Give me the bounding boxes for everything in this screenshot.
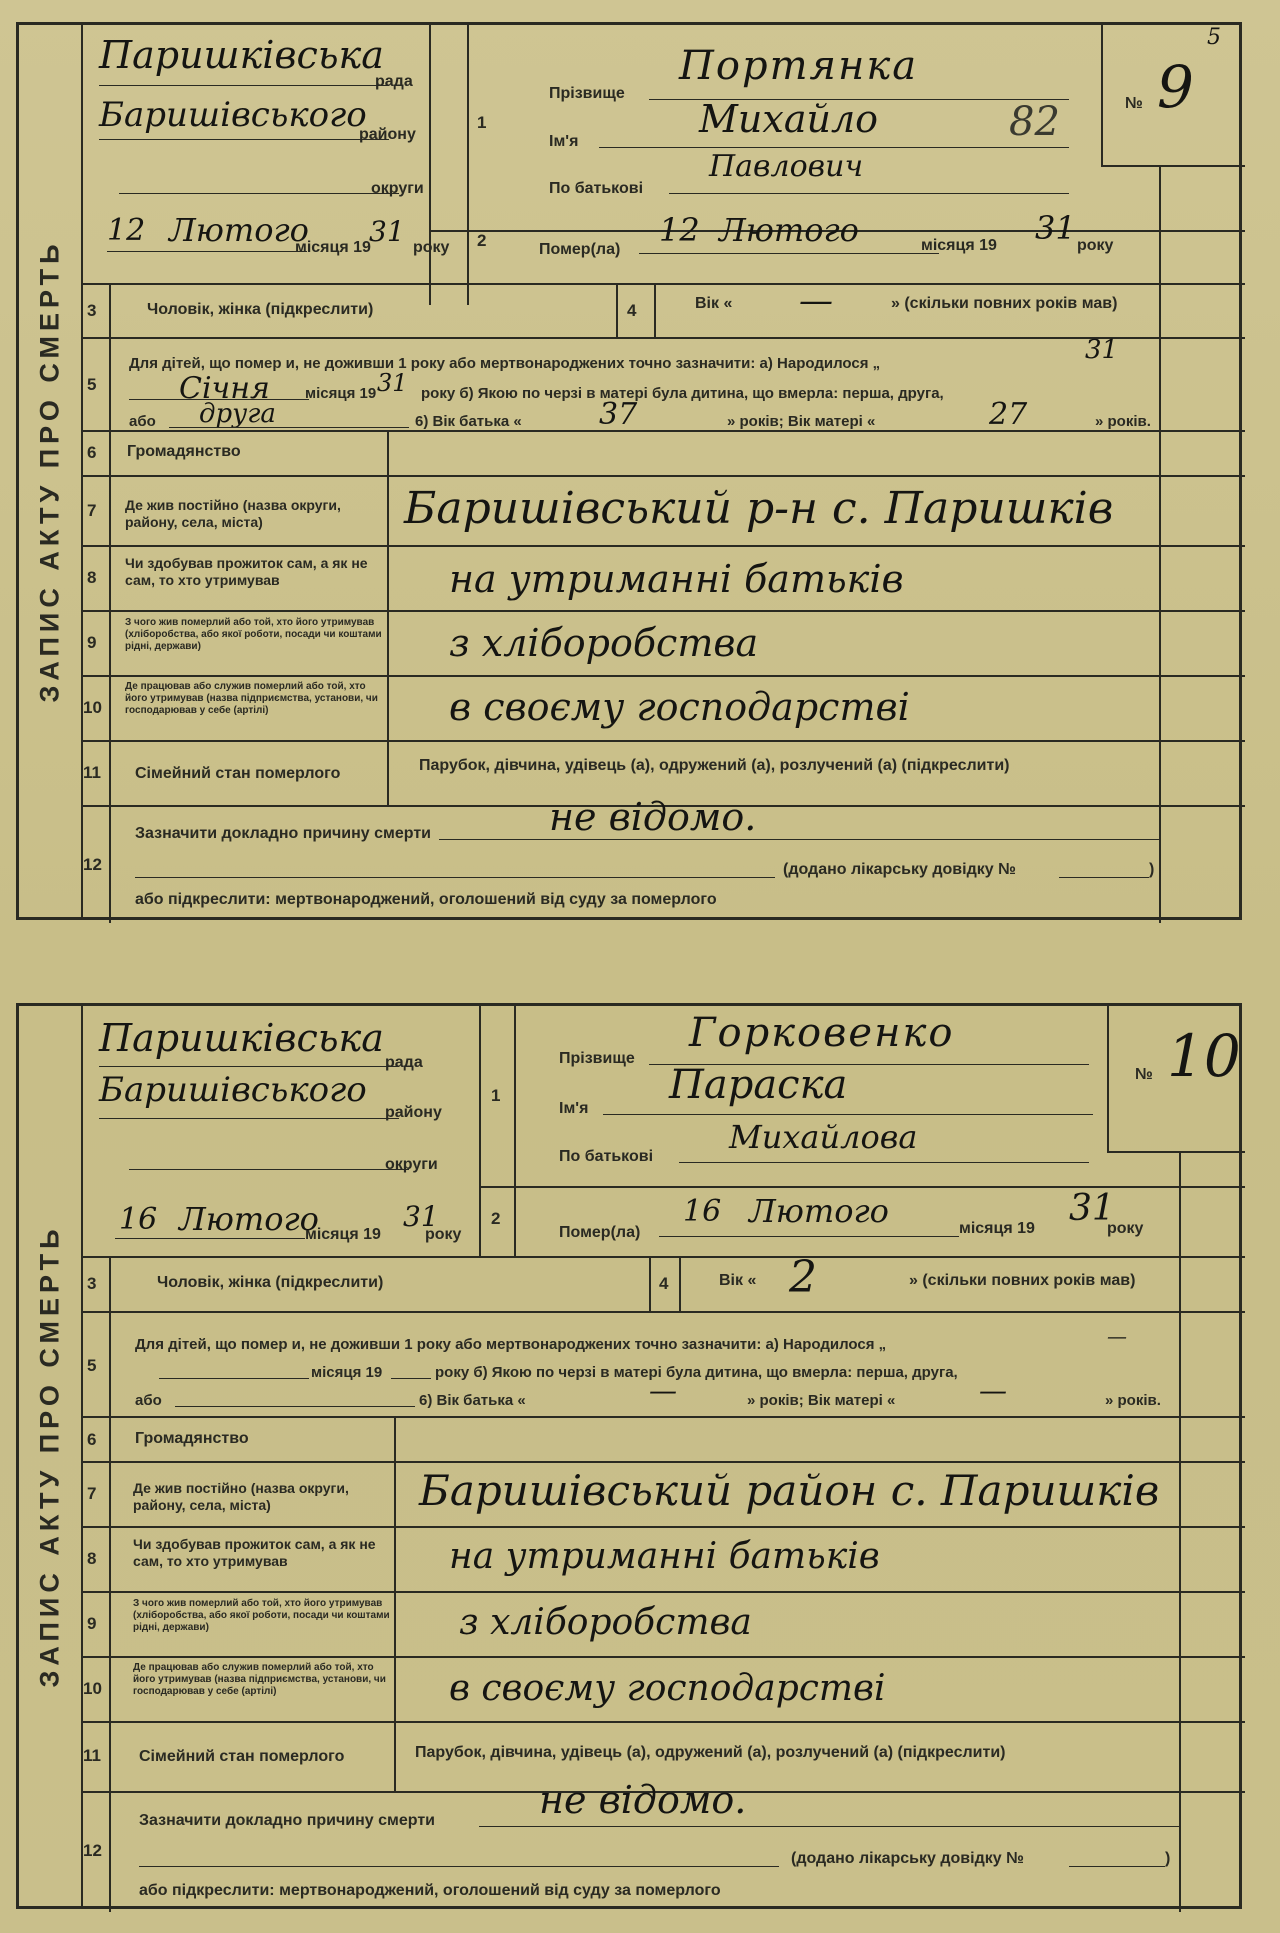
years-label: » років. [1105,1392,1161,1409]
row-number-12: 12 [83,1841,102,1860]
registration-month: Лютого [179,1200,319,1238]
row-number-6: 6 [87,1430,97,1449]
father-age: 37 [599,397,638,432]
patronymic-value: Павлович [709,149,864,184]
sex-label: Чоловік, жінка (підкреслити) [157,1274,384,1291]
age-value: — [799,281,833,321]
registration-year: 31 [369,215,405,248]
age-suffix: » (скільки повних років мав) [891,295,1118,312]
number-sign: № [1135,1066,1153,1083]
registration-year-label: року [425,1226,462,1243]
row-number-2: 2 [491,1209,501,1228]
support-label: Чи здобував прожиток сам, а як не сам, то хто утримував [125,555,368,588]
workplace-value: в своєму господарстві [449,685,910,729]
workplace-label: Де працював або служив померлий або той, хто його утримував (назва підприємства, установи, чи господарював у себе (артілі) [133,1662,386,1697]
patronymic-label: По батькові [559,1148,654,1165]
row-number-3: 3 [87,301,97,320]
record-number: 9 [1157,53,1194,121]
citizenship-label: Громадянство [127,443,241,460]
citizenship-label: Громадянство [135,1430,249,1447]
registration-year: 31 [403,1200,439,1233]
rada-value: Паришківська [99,1016,384,1060]
age-label: Вік « [695,295,733,312]
residence-value: Баришівський р-н с. Паришків [404,483,1114,534]
age-label: Вік « [719,1272,757,1289]
death-month-label: місяця 19 [921,237,997,254]
row-number-9: 9 [87,633,97,652]
row-number-1: 1 [491,1086,501,1105]
name-label: Ім'я [559,1100,589,1117]
surname-value: Горковенко [689,1010,955,1056]
row-number-6: 6 [87,443,97,462]
surname-label: Прізвище [559,1050,635,1067]
registration-month-label: місяця 19 [295,239,371,256]
support-label: Чи здобував прожиток сам, а як не сам, то хто утримував [133,1536,376,1569]
child-line-1: Для дітей, що помер и, не доживши 1 року або мертвонароджених точно зазначити: а) Народилося „ [129,355,881,372]
death-record-1 [16,22,1242,920]
support-value: на утриманні батьків [449,1536,880,1577]
death-year-label: року [1077,237,1114,254]
row-number-11: 11 [83,1746,101,1765]
sex-label: Чоловік, жінка (підкреслити) [147,301,374,318]
child-or-label: або [135,1392,162,1409]
surname-label: Прізвище [549,85,625,102]
child-line-2: року б) Якою по черзі в матері була дитина, що вмерла: перша, друга, [421,385,944,402]
support-value: на утриманні батьків [449,557,904,601]
name-value: Параска [669,1062,848,1108]
row-number-8: 8 [87,1549,97,1568]
row-number-7: 7 [87,1484,97,1503]
child-order: друга [199,399,276,429]
certificate-end: ) [1149,861,1155,878]
registration-day: 16 [119,1202,158,1237]
record-number-sup: 5 [1207,25,1221,50]
child-line-2: року б) Якою по черзі в матері була дитина, що вмерла: перша, друга, [435,1364,958,1381]
row-number-4: 4 [627,301,637,320]
marital-options: Парубок, дівчина, удівець (а), одружений (а), розлучений (а) (підкреслити) [415,1744,1006,1761]
marital-label: Сімейний стан померлого [135,765,341,782]
record-sidebar [19,25,83,917]
name-value: Михайло [699,97,879,141]
death-label: Помер(ла) [559,1224,641,1241]
rada-label: рада [385,1054,423,1071]
cause-label: Зазначити докладно причину смерти [135,825,431,842]
registration-year-label: року [413,239,450,256]
mother-age: — [979,1374,1007,1407]
child-line-1: Для дітей, що помер и, не доживши 1 року або мертвонароджених точно зазначити: а) Народилося „ [135,1336,887,1353]
income-value: з хліборобства [449,621,759,665]
death-month-label: місяця 19 [959,1220,1035,1237]
raion-label: району [385,1104,442,1121]
death-day: 12 [659,211,700,249]
certificate-label: (додано лікарську довідку № [783,861,1016,878]
mother-age-label: » років; Вік матері « [747,1392,896,1409]
raion-value: Баришівського [99,95,367,135]
registration-month: Лютого [169,211,309,249]
record-title: ЗАПИС АКТУ ПРО СМЕРТЬ [34,1224,65,1688]
mother-age-label: » років; Вік матері « [727,413,876,430]
row-number-10: 10 [83,1679,102,1698]
father-age: — [649,1374,677,1407]
father-age-label: 6) Вік батька « [419,1392,526,1409]
death-day: 16 [683,1194,722,1229]
row-number-12: 12 [83,855,102,874]
row-number-4: 4 [659,1274,669,1293]
age-value: 2 [789,1252,817,1303]
row-number-5: 5 [87,375,97,394]
row-number-7: 7 [87,501,97,520]
raion-value: Баришівського [99,1070,367,1110]
row-number-3: 3 [87,1274,97,1293]
record-title: ЗАПИС АКТУ ПРО СМЕРТЬ [34,239,65,703]
child-month-label: місяця 19 [305,385,377,402]
mother-age: 27 [989,397,1028,432]
raion-label: району [359,126,416,143]
workplace-value: в своєму господарстві [449,1668,886,1709]
marital-options: Парубок, дівчина, удівець (а), одружений (а), розлучений (а) (підкреслити) [419,757,1010,774]
row-number-9: 9 [87,1614,97,1633]
death-label: Помер(ла) [539,241,621,258]
residence-value: Баришівський район с. Паришків [419,1466,1160,1515]
row-number-1: 1 [477,113,487,132]
rada-value: Паришківська [99,33,384,77]
child-born-day: 31 [1085,335,1119,365]
child-month: Січня [179,371,270,406]
workplace-label: Де працював або служив померлий або той, хто його утримував (назва підприємства, установи, чи господарював у себе (артілі) [125,681,378,716]
death-year: 31 [1069,1188,1115,1229]
marital-label: Сімейний стан померлого [139,1748,345,1765]
child-year: 31 [377,369,408,397]
years-label: » років. [1095,413,1151,430]
stillborn-label: або підкреслити: мертвонароджений, оголошений від суду за померлого [135,891,717,908]
rada-label: рада [375,73,413,90]
income-value: з хліборобства [459,1602,752,1643]
number-sign: № [1125,95,1143,112]
okruhy-label: округи [385,1156,438,1173]
certificate-label: (додано лікарську довідку № [791,1850,1024,1867]
cause-label: Зазначити докладно причину смерти [139,1812,435,1829]
child-month-label: місяця 19 [311,1364,383,1381]
patronymic-value: Михайлова [729,1118,918,1156]
residence-label: Де жив постійно (назва округи, району, села, міста) [133,1480,349,1513]
row-number-10: 10 [83,698,102,717]
death-year-label: року [1107,1220,1144,1237]
death-year: 31 [1035,209,1076,247]
patronymic-label: По батькові [549,180,644,197]
registration-day: 12 [107,213,146,248]
registration-month-label: місяця 19 [305,1226,381,1243]
name-label: Ім'я [549,133,579,150]
certificate-end: ) [1165,1850,1171,1867]
stillborn-label: або підкреслити: мертвонароджений, оголошений від суду за померлого [139,1882,721,1899]
row-number-5: 5 [87,1356,97,1375]
record-number: 10 [1167,1022,1241,1090]
father-age-label: 6) Вік батька « [415,413,522,430]
okruhy-label: округи [371,180,424,197]
child-or-label: або [129,413,156,430]
row-number-11: 11 [83,763,101,782]
margin-note: 82 [1009,99,1060,145]
row-number-8: 8 [87,568,97,587]
income-label: З чого жив померлий або той, хто його утримував (хліборобства, або якої роботи, посади чи коштами рідні, держави) [125,617,382,652]
death-month: Лютого [749,1192,889,1230]
age-suffix: » (скільки повних років мав) [909,1272,1136,1289]
cause-value: не відомо. [549,795,757,839]
record-sidebar [19,1006,83,1906]
child-born-day: — [1107,1324,1127,1348]
cause-value: не відомо. [539,1778,747,1822]
death-month: Лютого [719,211,859,249]
surname-value: Портянка [679,43,919,89]
income-label: З чого жив померлий або той, хто його утримував (хліборобства, або якої роботи, посади чи коштами рідні, держави) [133,1598,390,1633]
residence-label: Де жив постійно (назва округи, району, села, міста) [125,497,341,530]
death-record-2 [16,1003,1242,1909]
row-number-2: 2 [477,231,487,250]
